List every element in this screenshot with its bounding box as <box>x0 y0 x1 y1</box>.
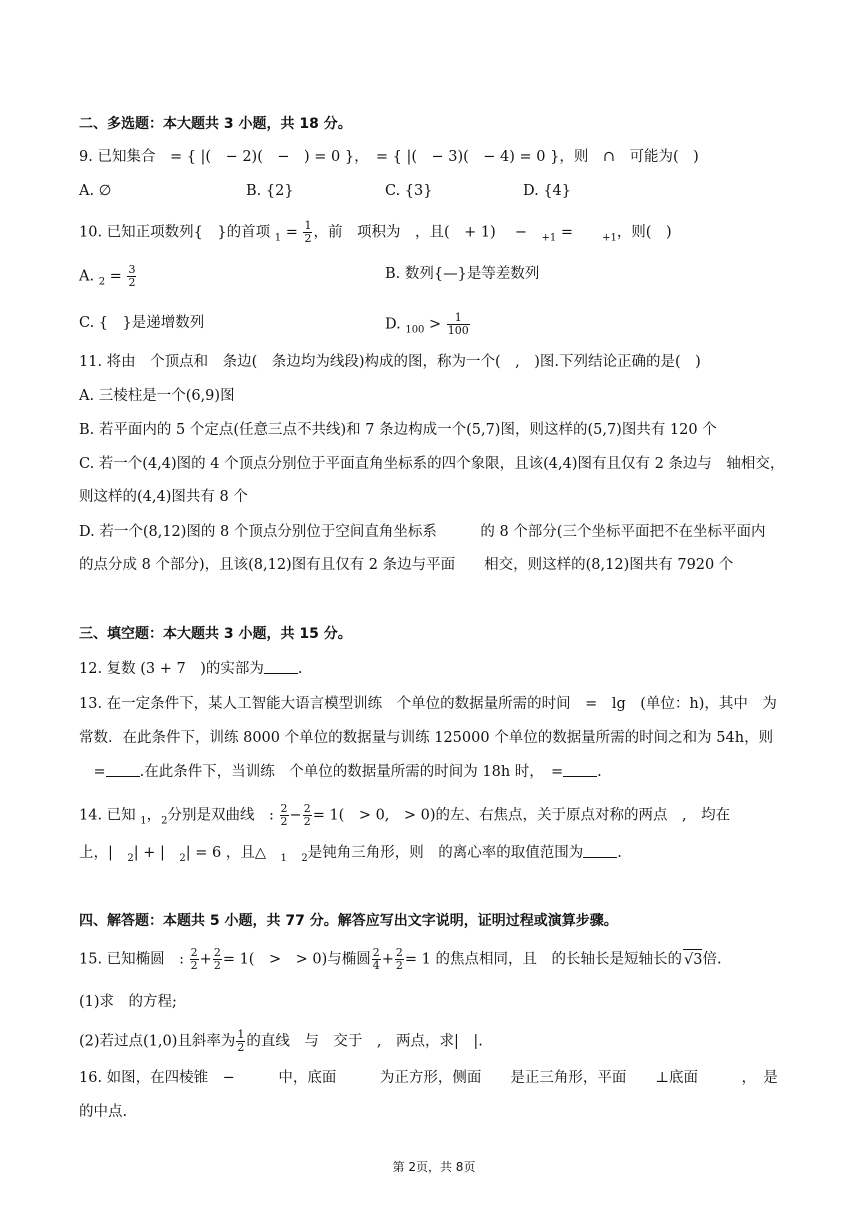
question-12: 12. 复数 (3 + 7 )的实部为 . <box>79 661 303 677</box>
q11-option-a: A. 三棱柱是一个(6,9)图 <box>79 388 235 404</box>
answer-blank <box>583 845 617 858</box>
page-footer: 第 2页，共 8页 <box>392 1160 476 1174</box>
question-16-line1: 16. 如图，在四棱锥 − 中，底面 为正方形，侧面 是正三角形，平面 ⊥底面 ， 是 <box>79 1070 778 1086</box>
q11-option-c-line1: C. 若一个(4,4)图的 4 个顶点分别位于平面直角坐标系的四个象限，且该(4,4)图有且仅有 2 条边与 轴相交， <box>79 456 785 472</box>
q11-option-b: B. 若平面内的 5 个定点(任意三点不共线)和 7 条边构成一个(5,7)图，则这样的(5,7)图共有 120 个 <box>79 422 717 438</box>
q10-option-c: C. { }是递增数列 <box>79 315 205 331</box>
q9-option-b: B. {2} <box>246 183 294 199</box>
question-9-stem: 9. 已知集合 = { |( − 2)( − ) = 0 }， = { |( − 3)( − 4) = 0 }，则 ∩ 可能为( ) <box>79 149 699 165</box>
question-11-stem: 11. 将由 个顶点和 条边( 条边均为线段)构成的图，称为一个( , )图.下列结论正确的是( ) <box>79 354 701 370</box>
q9-option-d: D. {4} <box>523 183 572 199</box>
question-15-part2: (2)若过点(1,0)且斜率为 $\frac{1}{2}$ 的直线 与 交于 , 两点，求| |. <box>79 1028 483 1054</box>
question-15-line1: 15. 已知椭圆 : $\frac{2}{2}$ + $\frac{2}{2}$ = 1( > > 0)与椭圆 $\frac{2}{4}$ + $\frac{2}{2}$ = 1 的焦点相同，且 的长轴长是短轴长的 √3倍. <box>79 946 722 972</box>
section-heading-fill-in: 三、填空题：本大题共 3 小题，共 15 分。 <box>79 626 352 642</box>
answer-blank <box>106 764 140 777</box>
question-13-line1: 13. 在一定条件下，某人工智能大语言模型训练 个单位的数据量所需的时间 = lg (单位：h)，其中 为 <box>79 696 777 712</box>
fraction-one-half: $\frac{1}{2}$ <box>304 219 312 245</box>
question-10-stem: 10. 已知正项数列{ }的首项 $_1$ = $\frac{1}{2}$ ，前 项积为 ，且( + 1) − $_{+1}$ = $_{+1}$，则( ) <box>79 219 672 245</box>
answer-blank <box>563 764 597 777</box>
q11-option-c-line2: 则这样的(4,4)图共有 8 个 <box>79 489 248 505</box>
q9-option-c: C. {3} <box>385 183 433 199</box>
sqrt-three: √3 <box>683 949 702 970</box>
q10-option-a: A. $_2$ = $\frac{3}{2}$ <box>79 263 136 289</box>
question-13-line2: 常数．在此条件下，训练 8000 个单位的数据量与训练 125000 个单位的数据量所需的时间之和为 54h，则 <box>79 730 774 746</box>
question-16-line2: 的中点. <box>79 1104 128 1120</box>
section-heading-solutions: 四、解答题：本题共 5 小题，共 77 分。解答应写出文字说明，证明过程或演算步骤。 <box>79 913 618 929</box>
question-13-line3: = .在此条件下，当训练 个单位的数据量所需的时间为 18h 时， = . <box>79 764 602 780</box>
answer-blank <box>264 661 298 674</box>
question-14-line2: 上，| $_2$| + | $_2$| = 6 ，且△ $_1$ $_2$是钝角三角形，则 的离心率的取值范围为 . <box>79 845 622 864</box>
q10-option-d: D. $_{100}$ > $\frac{1}{100}$ <box>385 311 469 337</box>
section-heading-multiple-choice: 二、多选题：本大题共 3 小题，共 18 分。 <box>79 116 352 132</box>
question-14-line1: 14. 已知 $_1$，$_2$分别是双曲线 : $\frac{2}{2}$ − $\frac{2}{2}$ = 1( > 0, > 0)的左、右焦点，关于原点对称的两点 , 均在 <box>79 802 731 828</box>
q10-option-b: B. 数列{—}是等差数列 <box>385 266 540 282</box>
q9-option-a: A. ∅ <box>79 183 112 199</box>
q11-option-d-line2: 的点分成 8 个部分)，且该(8,12)图有且仅有 2 条边与平面 相交，则这样的(8,12)图共有 7920 个 <box>79 557 734 573</box>
question-15-part1: (1)求 的方程; <box>79 994 177 1010</box>
q11-option-d-line1: D. 若一个(8,12)图的 8 个顶点分别位于空间直角坐标系 的 8 个部分(三个坐标平面把不在坐标平面内 <box>79 524 766 540</box>
